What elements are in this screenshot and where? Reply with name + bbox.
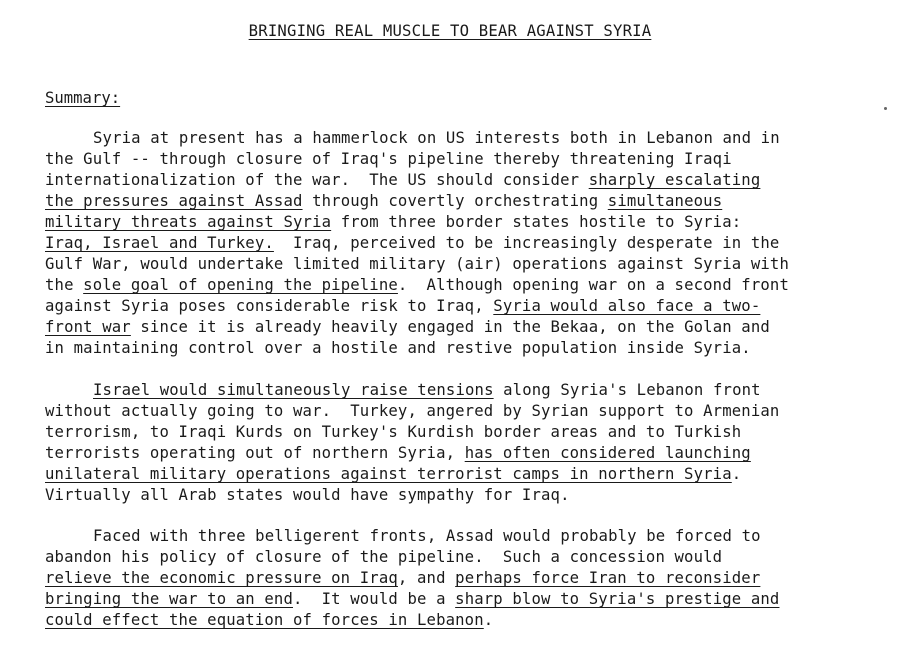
text-line — [45, 380, 875, 401]
text-line — [45, 233, 875, 254]
paragraph-1 — [45, 128, 875, 359]
text-segment: Virtually all Arab states would have sympathy for Iraq. — [45, 486, 570, 504]
text-line — [45, 338, 875, 359]
text-line — [45, 610, 875, 631]
underlined-text: military threats against Syria — [45, 213, 332, 231]
underlined-text: bringing the war to an end — [45, 590, 293, 608]
text-segment: against Syria poses considerable risk to Iraq, — [45, 297, 494, 315]
text-line — [45, 589, 875, 610]
underlined-text: Iraq, Israel and Turkey. — [45, 234, 274, 252]
text-segment: in maintaining control over a hostile and restive population inside Syria. — [45, 339, 751, 357]
text-segment: internationalization of the war. The US should consider — [45, 171, 589, 189]
text-line — [45, 568, 875, 589]
text-segment: . It would be a — [293, 590, 456, 608]
text-line — [45, 254, 875, 275]
text-line — [45, 547, 875, 568]
text-segment: . — [483, 611, 494, 629]
text-line — [45, 128, 875, 149]
text-line — [45, 296, 875, 317]
text-segment: . — [731, 465, 742, 483]
underlined-text: has often considered launching — [464, 444, 751, 462]
underlined-text: could effect the equation of forces in Lebanon — [45, 611, 484, 629]
underlined-text: unilateral military operations against terrorist camps in northern Syria — [45, 465, 732, 483]
text-line — [45, 485, 875, 506]
text-segment: Syria at present has a hammerlock on US interests both in Lebanon and in — [93, 129, 780, 147]
text-segment: abandon his policy of closure of the pipeline. Such a concession would — [45, 548, 723, 566]
text-segment: . Although opening war on a second front — [397, 276, 789, 294]
document-title: BRINGING REAL MUSCLE TO BEAR AGAINST SYRIA — [248, 22, 652, 40]
text-line — [45, 401, 875, 422]
text-segment: through covertly orchestrating — [302, 192, 608, 210]
text-line — [45, 149, 875, 170]
text-line — [45, 275, 875, 296]
text-segment: without actually going to war. Turkey, angered by Syrian support to Armenian — [45, 402, 780, 420]
underlined-text: Syria would also face a two- — [493, 297, 761, 315]
text-line — [45, 526, 875, 547]
text-line — [45, 317, 875, 338]
text-segment: since it is already heavily engaged in the Bekaa, on the Golan and — [130, 318, 770, 336]
scan-speck — [884, 107, 887, 110]
underlined-text: relieve the economic pressure on Iraq — [45, 569, 398, 587]
text-line — [45, 170, 875, 191]
text-segment: terrorists operating out of northern Syria, — [45, 444, 465, 462]
underlined-text: simultaneous — [607, 192, 723, 210]
text-line — [45, 443, 875, 464]
text-segment: terrorism, to Iraqi Kurds on Turkey's Kurdish border areas and to Turkish — [45, 423, 742, 441]
text-segment: the — [45, 276, 84, 294]
text-segment: Iraq, perceived to be increasingly desperate in the — [273, 234, 780, 252]
text-segment: along Syria's Lebanon front — [493, 381, 761, 399]
underlined-text: sharp blow to Syria's prestige and — [455, 590, 780, 608]
underlined-text: Israel would simultaneously raise tensions — [93, 381, 494, 399]
text-segment: Gulf War, would undertake limited military (air) operations against Syria with — [45, 255, 789, 273]
underlined-text: the pressures against Assad — [45, 192, 303, 210]
text-segment: , and — [397, 569, 456, 587]
summary-heading: Summary: — [45, 89, 121, 107]
underlined-text: sharply escalating — [588, 171, 761, 189]
text-segment: Faced with three belligerent fronts, Assad would probably be forced to — [93, 527, 761, 545]
text-segment: from three border states hostile to Syria: — [331, 213, 742, 231]
underlined-text: perhaps force Iran to reconsider — [455, 569, 761, 587]
text-line — [45, 422, 875, 443]
underlined-text: front war — [45, 318, 131, 336]
text-line — [45, 212, 875, 233]
text-line — [45, 191, 875, 212]
paragraph-2 — [45, 380, 875, 506]
text-line — [45, 464, 875, 485]
underlined-text: sole goal of opening the pipeline — [83, 276, 398, 294]
text-segment: the Gulf -- through closure of Iraq's pipeline thereby threatening Iraqi — [45, 150, 732, 168]
paragraph-3 — [45, 526, 875, 631]
